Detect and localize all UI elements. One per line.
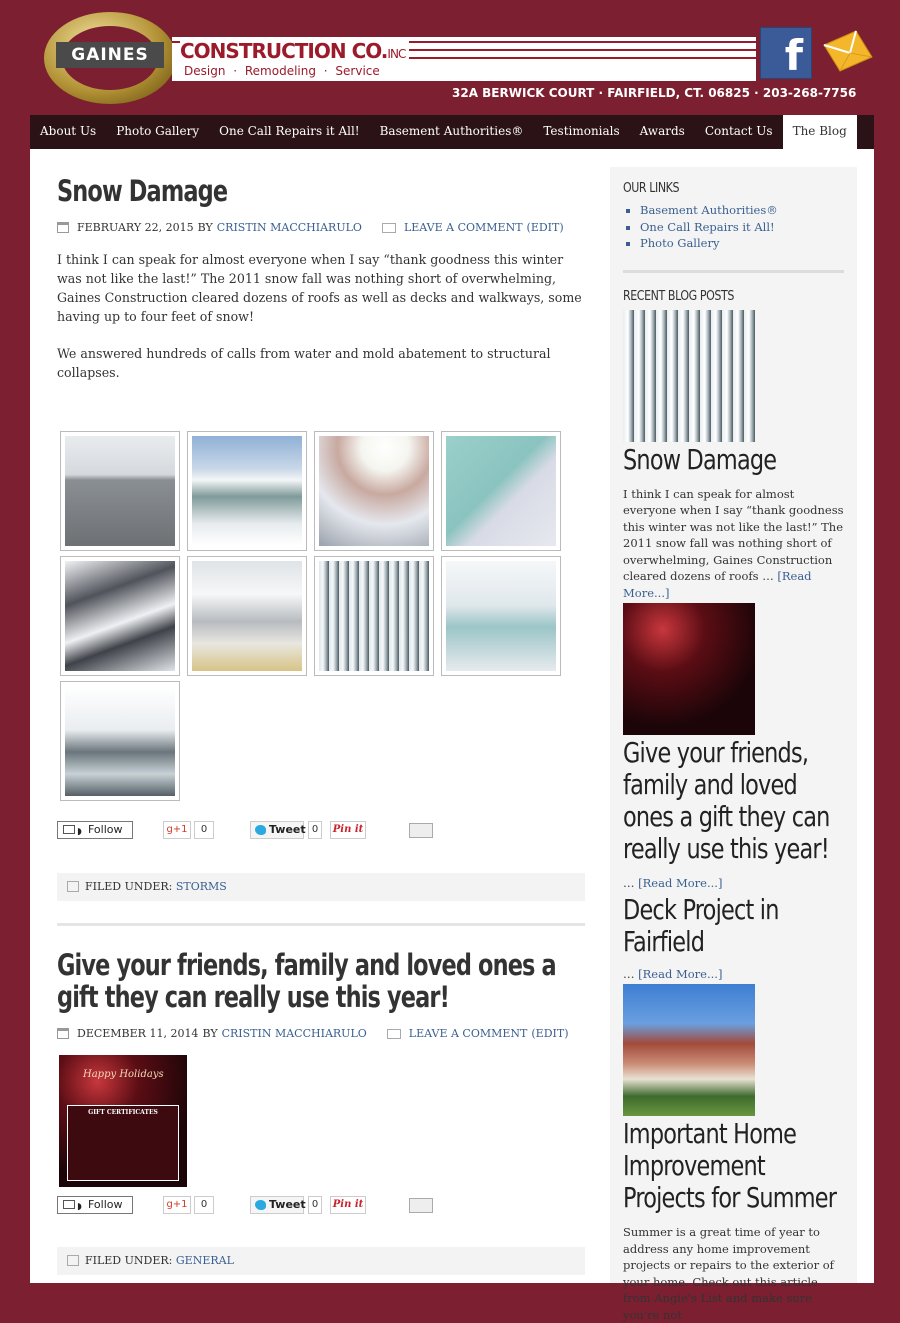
- sidebar-link: [640, 202, 844, 219]
- post-meta: [57, 1027, 585, 1040]
- recent-post-title[interactable]: Deck Project in Fairfield: [623, 892, 779, 958]
- gallery-thumb[interactable]: [187, 556, 307, 676]
- share-bar: [57, 1196, 437, 1218]
- sidebar-divider: [623, 270, 844, 273]
- logo-stripe: [402, 49, 756, 51]
- pinterest-button[interactable]: Pin it: [330, 1196, 366, 1214]
- post-categories: [57, 1247, 585, 1275]
- gift-image-heading: Happy Holidays: [83, 1069, 164, 1080]
- gallery-thumb[interactable]: [60, 431, 180, 551]
- post-title[interactable]: Snow Damage: [57, 174, 228, 208]
- read-more-link[interactable]: [Read More...]: [623, 569, 812, 600]
- nav-item-awards[interactable]: Awards: [639, 124, 685, 138]
- post-author-link[interactable]: CRISTIN MACCHIARULO: [216, 221, 362, 234]
- sidebar-link: [640, 219, 844, 236]
- recent-post-title[interactable]: Important Home Improvement Projects for Summer: [623, 1117, 837, 1214]
- edit-link[interactable]: (EDIT): [531, 1027, 569, 1040]
- category-link[interactable]: GENERAL: [175, 1254, 234, 1267]
- nav-item-about-us[interactable]: About Us: [40, 124, 97, 138]
- nav-item-the-blog[interactable]: The Blog: [783, 115, 857, 149]
- nav-item-contact-us[interactable]: Contact Us: [704, 124, 773, 138]
- gift-image-panel: [67, 1105, 179, 1181]
- read-more-link[interactable]: [Read More...]: [638, 966, 723, 981]
- recent-post-thumb[interactable]: [623, 984, 755, 1116]
- rss-icon: ◗: [77, 1202, 82, 1212]
- recent-post-title[interactable]: Give your friends, family and loved ones a gift they can really use this year!: [623, 736, 830, 865]
- twitter-bird-icon: [255, 1200, 266, 1210]
- post-paragraph: I think I can speak for almost everyone when I say “thank goodness this winter was not like the last!” The 2011 snow fall was nothing short of overwhelming, Gaines Construction cleared dozens of roofs as well as decks and walkways, some having up to four feet of snow!: [57, 252, 582, 324]
- logo-company-bar: [172, 37, 756, 81]
- post-body: [57, 250, 585, 382]
- gallery-thumb[interactable]: [441, 556, 561, 676]
- filed-under-label: FILED UNDER:: [85, 1254, 173, 1267]
- blog-post: [57, 949, 585, 1040]
- nav-item-photo-gallery[interactable]: Photo Gallery: [116, 124, 200, 138]
- tweet-label: Tweet: [269, 1198, 306, 1211]
- post-meta: [57, 221, 585, 234]
- nav-item-one-call-repairs-it-all[interactable]: One Call Repairs it All!: [219, 124, 360, 138]
- tweet-button[interactable]: [250, 821, 304, 839]
- follow-label: Follow: [88, 1198, 123, 1211]
- sidebar: [610, 167, 857, 1322]
- leave-comment-link[interactable]: LEAVE A COMMENT: [408, 1027, 528, 1040]
- gallery-thumb[interactable]: [60, 681, 180, 801]
- follow-button[interactable]: [57, 821, 133, 839]
- sidebar-link-basement[interactable]: Basement Authorities®: [640, 203, 778, 217]
- recent-posts-title: RECENT BLOG POSTS: [623, 288, 734, 304]
- filed-under-label: FILED UNDER:: [85, 880, 173, 893]
- follow-button[interactable]: [57, 1196, 133, 1214]
- pinterest-button[interactable]: Pin it: [330, 821, 366, 839]
- photo-gallery: [60, 431, 570, 803]
- sidebar-link-one-call[interactable]: One Call Repairs it All!: [640, 219, 775, 234]
- recent-post-more: … [Read More...]: [623, 876, 723, 890]
- gallery-thumb[interactable]: [314, 431, 434, 551]
- email-icon: [63, 1200, 75, 1209]
- gplus-count: 0: [194, 1196, 214, 1214]
- gplus-button[interactable]: g+1: [163, 1196, 191, 1214]
- category-link[interactable]: STORMS: [175, 880, 227, 893]
- email-icon: [63, 825, 75, 834]
- our-links-list: [640, 202, 844, 252]
- comment-icon: [387, 1029, 401, 1039]
- our-links-title: OUR LINKS: [623, 181, 680, 196]
- recent-post-more: … [Read More...]: [623, 966, 723, 981]
- main-content: [30, 149, 874, 1322]
- twitter-bird-icon: [255, 825, 266, 835]
- nav-item-testimonials[interactable]: Testimonials: [543, 124, 620, 138]
- calendar-icon: [57, 1028, 69, 1039]
- post-by: BY: [202, 1027, 218, 1040]
- read-more-link[interactable]: [Read More...]: [638, 876, 723, 890]
- sidebar-link-gallery[interactable]: Photo Gallery: [640, 236, 720, 250]
- sidebar-link: [640, 235, 844, 252]
- post-author-link[interactable]: CRISTIN MACCHIARULO: [221, 1027, 367, 1040]
- main-nav: [30, 115, 874, 149]
- envelope-icon[interactable]: [820, 27, 874, 77]
- recent-post-thumb[interactable]: [623, 603, 755, 735]
- edit-link[interactable]: (EDIT): [526, 221, 564, 234]
- gplus-count: 0: [194, 821, 214, 839]
- rss-icon: ◗: [77, 827, 82, 837]
- post-divider: [57, 923, 585, 926]
- tweet-label: Tweet: [269, 823, 306, 836]
- comment-icon: [382, 223, 396, 233]
- calendar-icon: [57, 222, 69, 233]
- post-by: BY: [197, 221, 213, 234]
- post-date: FEBRUARY 22, 2015: [77, 221, 194, 234]
- company-services: Design · Remodeling · Service: [184, 64, 380, 78]
- gift-image-sub: GIFT CERTIFICATES: [88, 1109, 158, 1116]
- recent-post-thumb[interactable]: [623, 310, 755, 442]
- recent-post-excerpt: I think I can speak for almost everyone when I say “thank goodness this winter was not like the last!” The 2011 snow fall was nothing short of overwhelming, Gaines Construction cleared dozens of roofs … [Read More...]: [623, 486, 844, 600]
- post-paragraph: We answered hundreds of calls from water and mold abatement to structural collapses.: [57, 346, 551, 380]
- tweet-button[interactable]: [250, 1196, 304, 1214]
- share-bar: [57, 821, 437, 843]
- tweet-count: 0: [308, 821, 322, 839]
- post-title[interactable]: Give your friends, family and loved ones a gift they can really use this year!: [57, 948, 556, 1014]
- company-address: 32A BERWICK COURT · FAIRFIELD, CT. 06825 · 203-268-7756: [452, 86, 857, 100]
- recent-post-excerpt: Summer is a great time of year to address any home improvement projects or repairs to the exterior of your home. Check out this article from Angie's List and make sure you're not: [623, 1225, 834, 1322]
- gaines-logo[interactable]: [44, 12, 176, 104]
- gallery-thumb[interactable]: [60, 556, 180, 676]
- post-date: DECEMBER 11, 2014: [77, 1027, 199, 1040]
- folder-icon: [67, 881, 79, 892]
- tweet-count: 0: [308, 1196, 322, 1214]
- email-share-icon[interactable]: [409, 1198, 433, 1213]
- folder-icon: [67, 1255, 79, 1266]
- post-categories: [57, 873, 585, 901]
- gift-certificate-image[interactable]: [59, 1055, 187, 1187]
- logo-name: GAINES: [56, 42, 164, 68]
- gallery-thumb[interactable]: [441, 431, 561, 551]
- logo-stripe: [402, 57, 756, 59]
- gallery-thumb[interactable]: [187, 431, 307, 551]
- site-header: [0, 0, 900, 115]
- email-share-icon[interactable]: [409, 823, 433, 838]
- gplus-button[interactable]: g+1: [163, 821, 191, 839]
- leave-comment-link[interactable]: LEAVE A COMMENT: [403, 221, 523, 234]
- company-name: CONSTRUCTION CO.INC: [180, 39, 409, 63]
- company-suffix: INC: [387, 47, 406, 61]
- recent-post-title[interactable]: Snow Damage: [623, 442, 777, 476]
- blog-post: [57, 175, 585, 400]
- follow-label: Follow: [88, 823, 123, 836]
- nav-item-basement-authorities[interactable]: Basement Authorities®: [379, 124, 524, 138]
- facebook-icon[interactable]: f: [760, 27, 812, 79]
- gallery-thumb[interactable]: [314, 556, 434, 676]
